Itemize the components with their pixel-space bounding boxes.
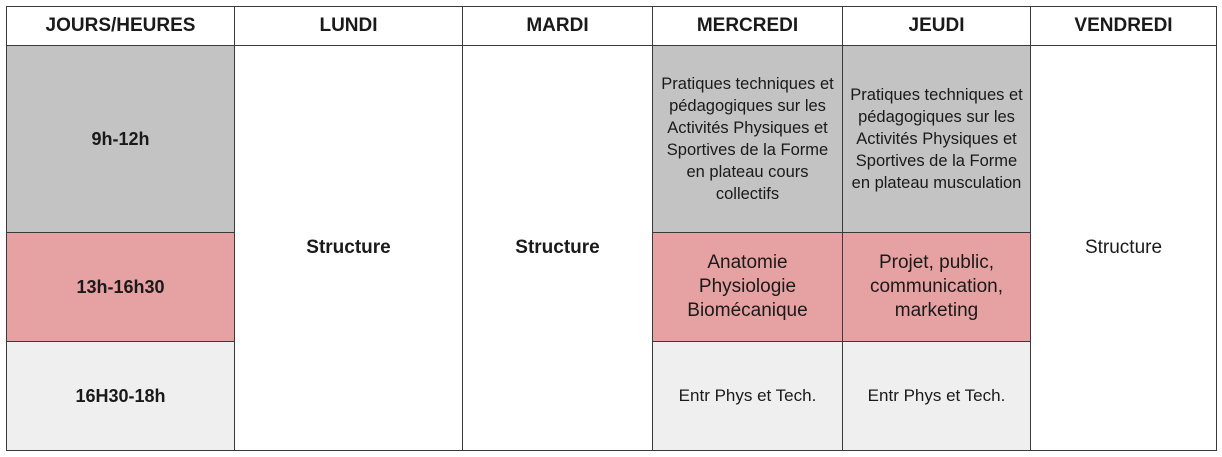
cell-mardi: Structure [463, 46, 653, 451]
cell-mercredi-evening: Entr Phys et Tech. [653, 342, 843, 451]
cell-vendredi: Structure [1031, 46, 1217, 451]
time-evening: 16H30-18h [7, 342, 235, 451]
header-lundi: LUNDI [235, 7, 463, 46]
time-afternoon: 13h-16h30 [7, 233, 235, 342]
header-jours-heures: JOURS/HEURES [7, 7, 235, 46]
header-mardi: MARDI [463, 7, 653, 46]
time-morning: 9h-12h [7, 46, 235, 233]
row-morning [7, 46, 1217, 233]
cell-jeudi-morning: Pratiques techniques et pédagogiques sur les Activités Physiques et Sportives de la Forme en plateau musculation [843, 46, 1031, 233]
cell-mercredi-morning: Pratiques techniques et pédagogiques sur les Activités Physiques et Sportives de la Forme en plateau cours collectifs [653, 46, 843, 233]
header-jeudi: JEUDI [843, 7, 1031, 46]
header-mercredi: MERCREDI [653, 7, 843, 46]
cell-mercredi-afternoon: Anatomie Physiologie Biomécanique [653, 233, 843, 342]
header-vendredi: VENDREDI [1031, 7, 1217, 46]
schedule-table [6, 6, 1217, 451]
cell-jeudi-afternoon: Projet, public, communication, marketing [843, 233, 1031, 342]
cell-jeudi-evening: Entr Phys et Tech. [843, 342, 1031, 451]
header-row [7, 7, 1217, 46]
cell-lundi: Structure [235, 46, 463, 451]
